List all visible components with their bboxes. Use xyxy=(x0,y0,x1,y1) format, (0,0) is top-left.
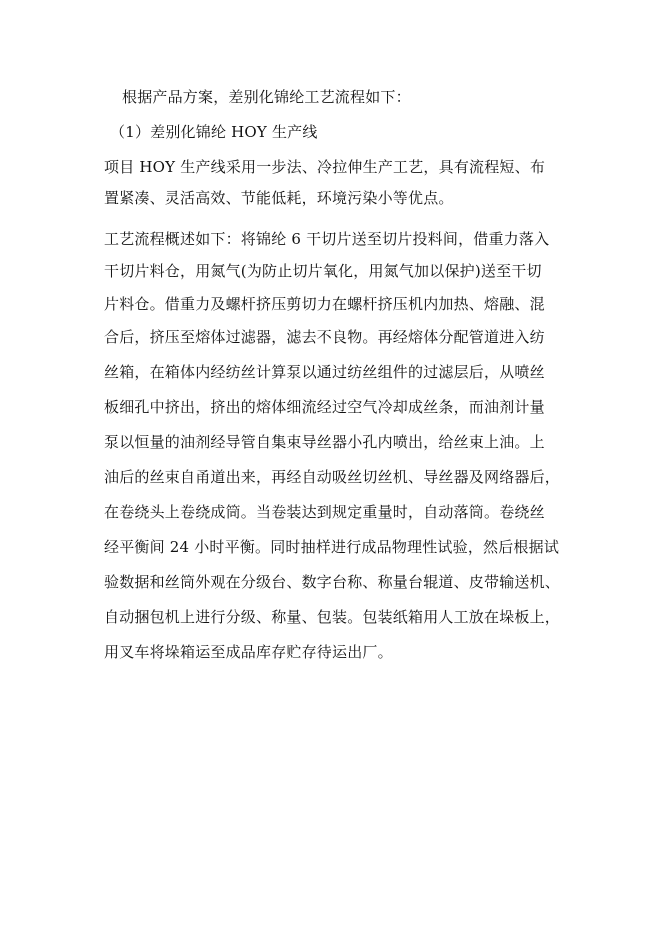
paragraph-2-line: 经平衡间 24 小时平衡。同时抽样进行成品物理性试验，然后根据试 xyxy=(104,538,560,556)
paragraph-2-line: 自动捆包机上进行分级、称量、包装。包装纸箱用人工放在垛板上， xyxy=(104,608,561,626)
paragraph-2-line: 合后，挤压至熔体过滤器，滤去不良物。再经熔体分配管道进入纺 xyxy=(104,328,545,346)
paragraph-2-line: 干切片料仓，用氮气(为防止切片氧化，用氮气加以保护)送至干切 xyxy=(104,262,542,280)
intro-text: 根据产品方案，差别化锦纶工艺流程如下： xyxy=(122,88,411,106)
paragraph-2-line: 在卷绕头上卷绕成筒。当卷装达到规定重量时，自动落筒。卷绕丝 xyxy=(104,503,545,521)
paragraph-2-line: 丝箱，在箱体内经纺丝计算泵以通过纺丝组件的过滤层后，从喷丝 xyxy=(104,363,545,381)
section-heading: （1）差别化锦纶 HOY 生产线 xyxy=(110,123,318,141)
paragraph-1-line: 置紧凑、灵活高效、节能低耗，环境污染小等优点。 xyxy=(104,189,454,207)
paragraph-2-line: 板细孔中挤出，挤出的熔体细流经过空气冷却成丝条，而油剂计量 xyxy=(104,398,545,416)
paragraph-2-line: 片料仓。借重力及螺杆挤压剪切力在螺杆挤压机内加热、熔融、混 xyxy=(104,295,545,313)
paragraph-2-line: 工艺流程概述如下：将锦纶 6 干切片送至切片投料间，借重力落入 xyxy=(104,230,550,248)
paragraph-1-line: 项目 HOY 生产线采用一步法、冷拉伸生产工艺，具有流程短、布 xyxy=(104,158,546,176)
paragraph-2-line: 泵以恒量的油剂经导管自集束导丝器小孔内喷出，给丝束上油。上 xyxy=(104,433,545,451)
paragraph-2-line: 验数据和丝筒外观在分级台、数字台称、称量台辊道、皮带输送机、 xyxy=(104,573,561,591)
paragraph-2-line: 用叉车将垛箱运至成品库存贮存待运出厂。 xyxy=(104,643,393,661)
paragraph-2-line: 油后的丝束自甬道出来，再经自动吸丝切丝机、导丝器及网络器后， xyxy=(104,468,561,486)
